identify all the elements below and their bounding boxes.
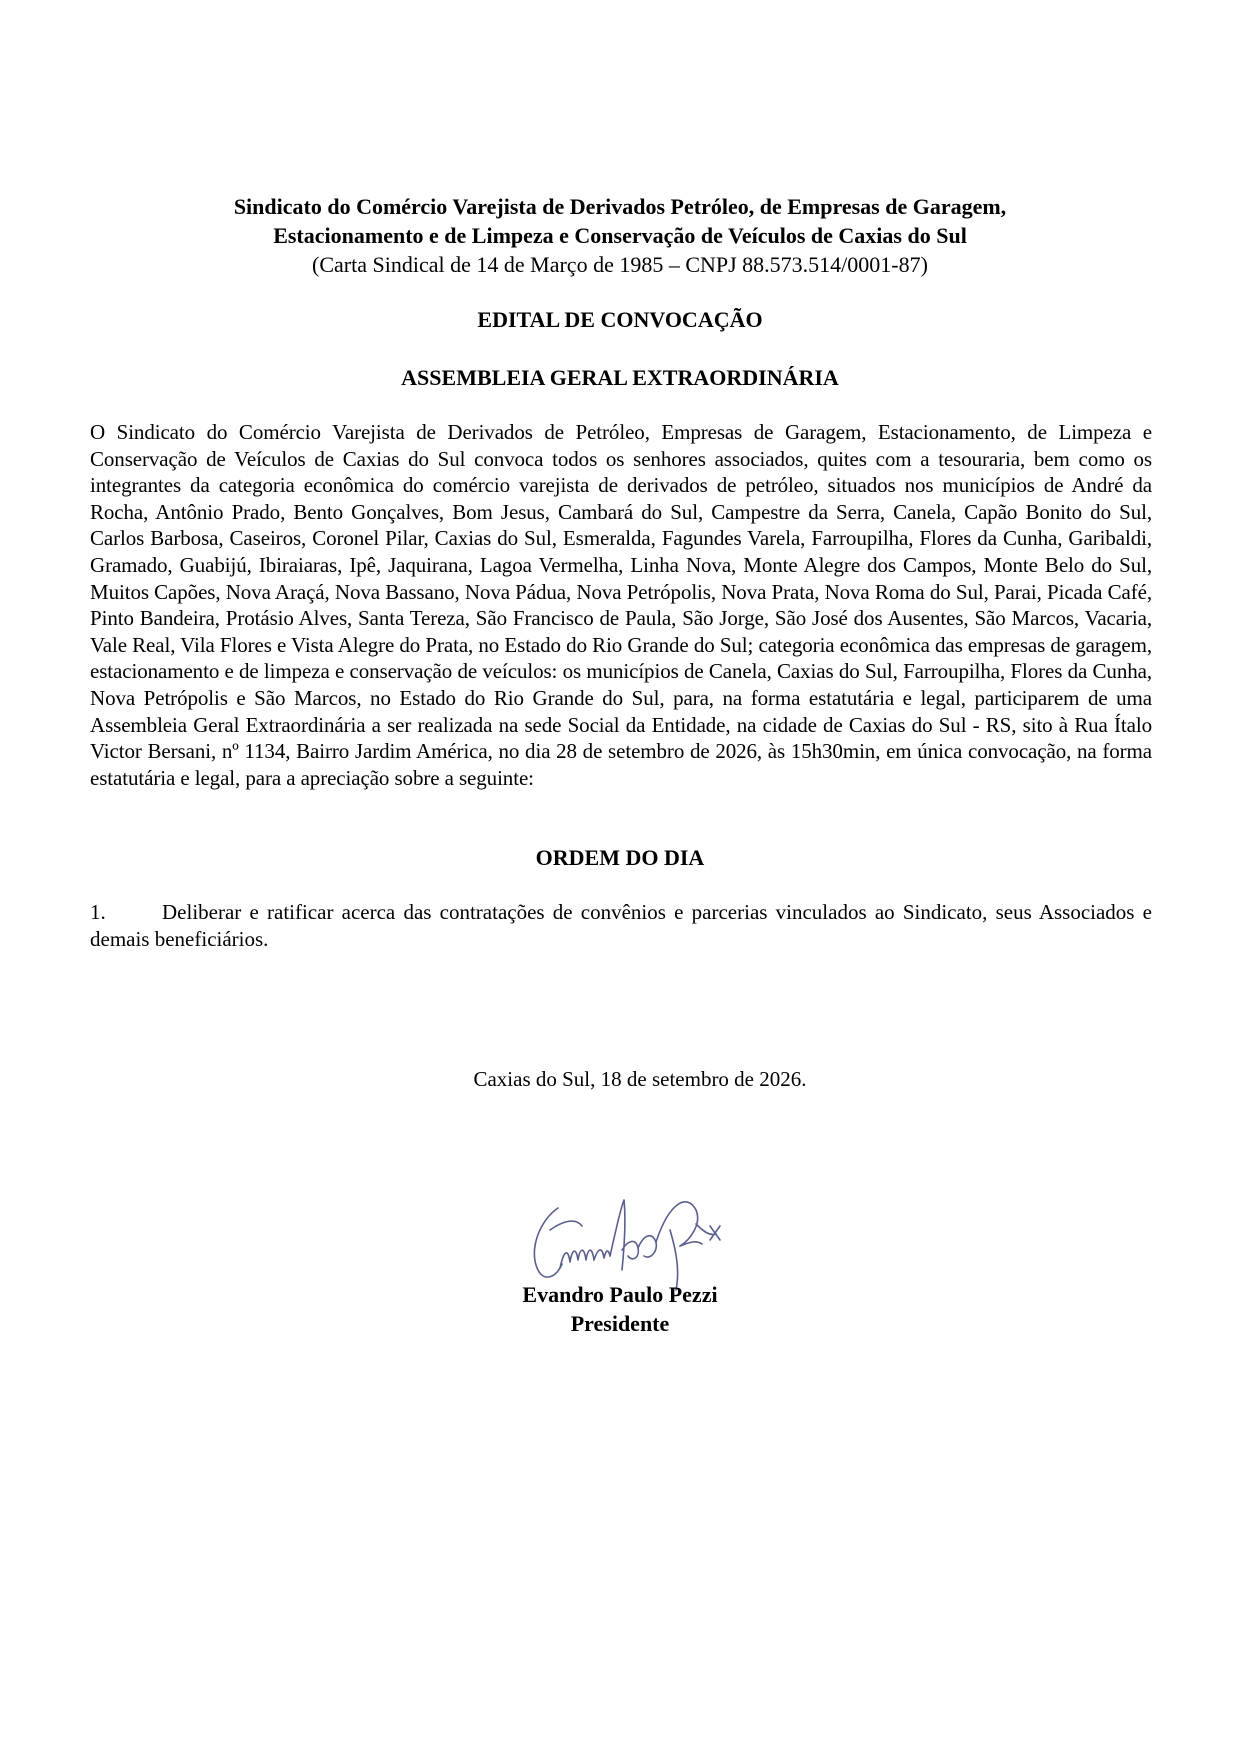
title-edital: EDITAL DE CONVOCAÇÃO bbox=[477, 307, 763, 332]
convocation-paragraph: O Sindicato do Comércio Varejista de Derivados de Petróleo, Empresas de Garagem, Estacionamento, de Limpeza e Conservação de Veículos de Caxias do Sul convoca todos os senhores associados, quites com a tesouraria, bem como os integrantes da categoria econômica do comércio varejista de derivados de petróleo, situados nos municípios de André da Rocha, Antônio Prado, Bento Gonçalves, Bom Jesus, Cambará do Sul, Campestre da Serra, Canela, Capão Bonito do Sul, Carlos Barbosa, Caseiros, Coronel Pilar, Caxias do Sul, Esmeralda, Fagundes Varela, Farroupilha, Flores da Cunha, Garibaldi, Gramado, Guabijú, Ibiraiaras, Ipê, Jaquirana, Lagoa Vermelha, Linha Nova, Monte Alegre dos Campos, Monte Belo do Sul, Muitos Capões, Nova Araçá, Nova Bassano, Nova Pádua, Nova Petrópolis, Nova Prata, Nova Roma do Sul, Parai, Picada Café, Pinto Bandeira, Protásio Alves, Santa Tereza, São Francisco de Paula, São Jorge, São José dos Ausentes, São Marcos, Vacaria, Vale Real, Vila Flores e Vista Alegre do Prata, no Estado do Rio Grande do Sul; categoria econômica das empresas de garagem, estacionamento e de limpeza e conservação de veículos: os municípios de Canela, Caxias do Sul, Farroupilha, Flores da Cunha, Nova Petrópolis e São Marcos, no Estado do Rio Grande do Sul, para, na forma estatutária e legal, participarem de uma Assembleia Geral Extraordinária a ser realizada na sede Social da Entidade, na cidade de Caxias do Sul - RS, sito à Rua Ítalo Victor Bersani, nº 1134, Bairro Jardim América, no dia 28 de setembro de 2026, às 15h30min, em única convocação, na forma estatutária e legal, para a apreciação sobre a seguinte: bbox=[90, 420, 1152, 790]
signer-block bbox=[440, 1280, 800, 1338]
agenda-item-text: Deliberar e ratificar acerca das contratações de convênios e parcerias vinculados ao Sindicato, seus Associados e demais beneficiários. bbox=[90, 900, 1152, 951]
agenda-item-number: 1. bbox=[90, 900, 106, 924]
header-line-1: Sindicato do Comércio Varejista de Derivados Petróleo, de Empresas de Garagem, bbox=[233, 194, 1007, 219]
signer-role: Presidente bbox=[570, 1311, 670, 1336]
signer-name: Evandro Paulo Pezzi bbox=[522, 1282, 718, 1307]
header-line-2: Estacionamento e de Limpeza e Conservação de Veículos de Caxias do Sul bbox=[273, 223, 967, 248]
title-assembleia: ASSEMBLEIA GERAL EXTRAORDINÁRIA bbox=[401, 365, 839, 390]
title-ordem-do-dia: ORDEM DO DIA bbox=[535, 845, 705, 870]
document-header bbox=[90, 192, 1150, 279]
agenda-item bbox=[90, 899, 1152, 952]
header-line-3: (Carta Sindical de 14 de Março de 1985 – CNPJ 88.573.514/0001-87) bbox=[312, 252, 928, 277]
place-date: Caxias do Sul, 18 de setembro de 2026. bbox=[473, 1067, 807, 1091]
